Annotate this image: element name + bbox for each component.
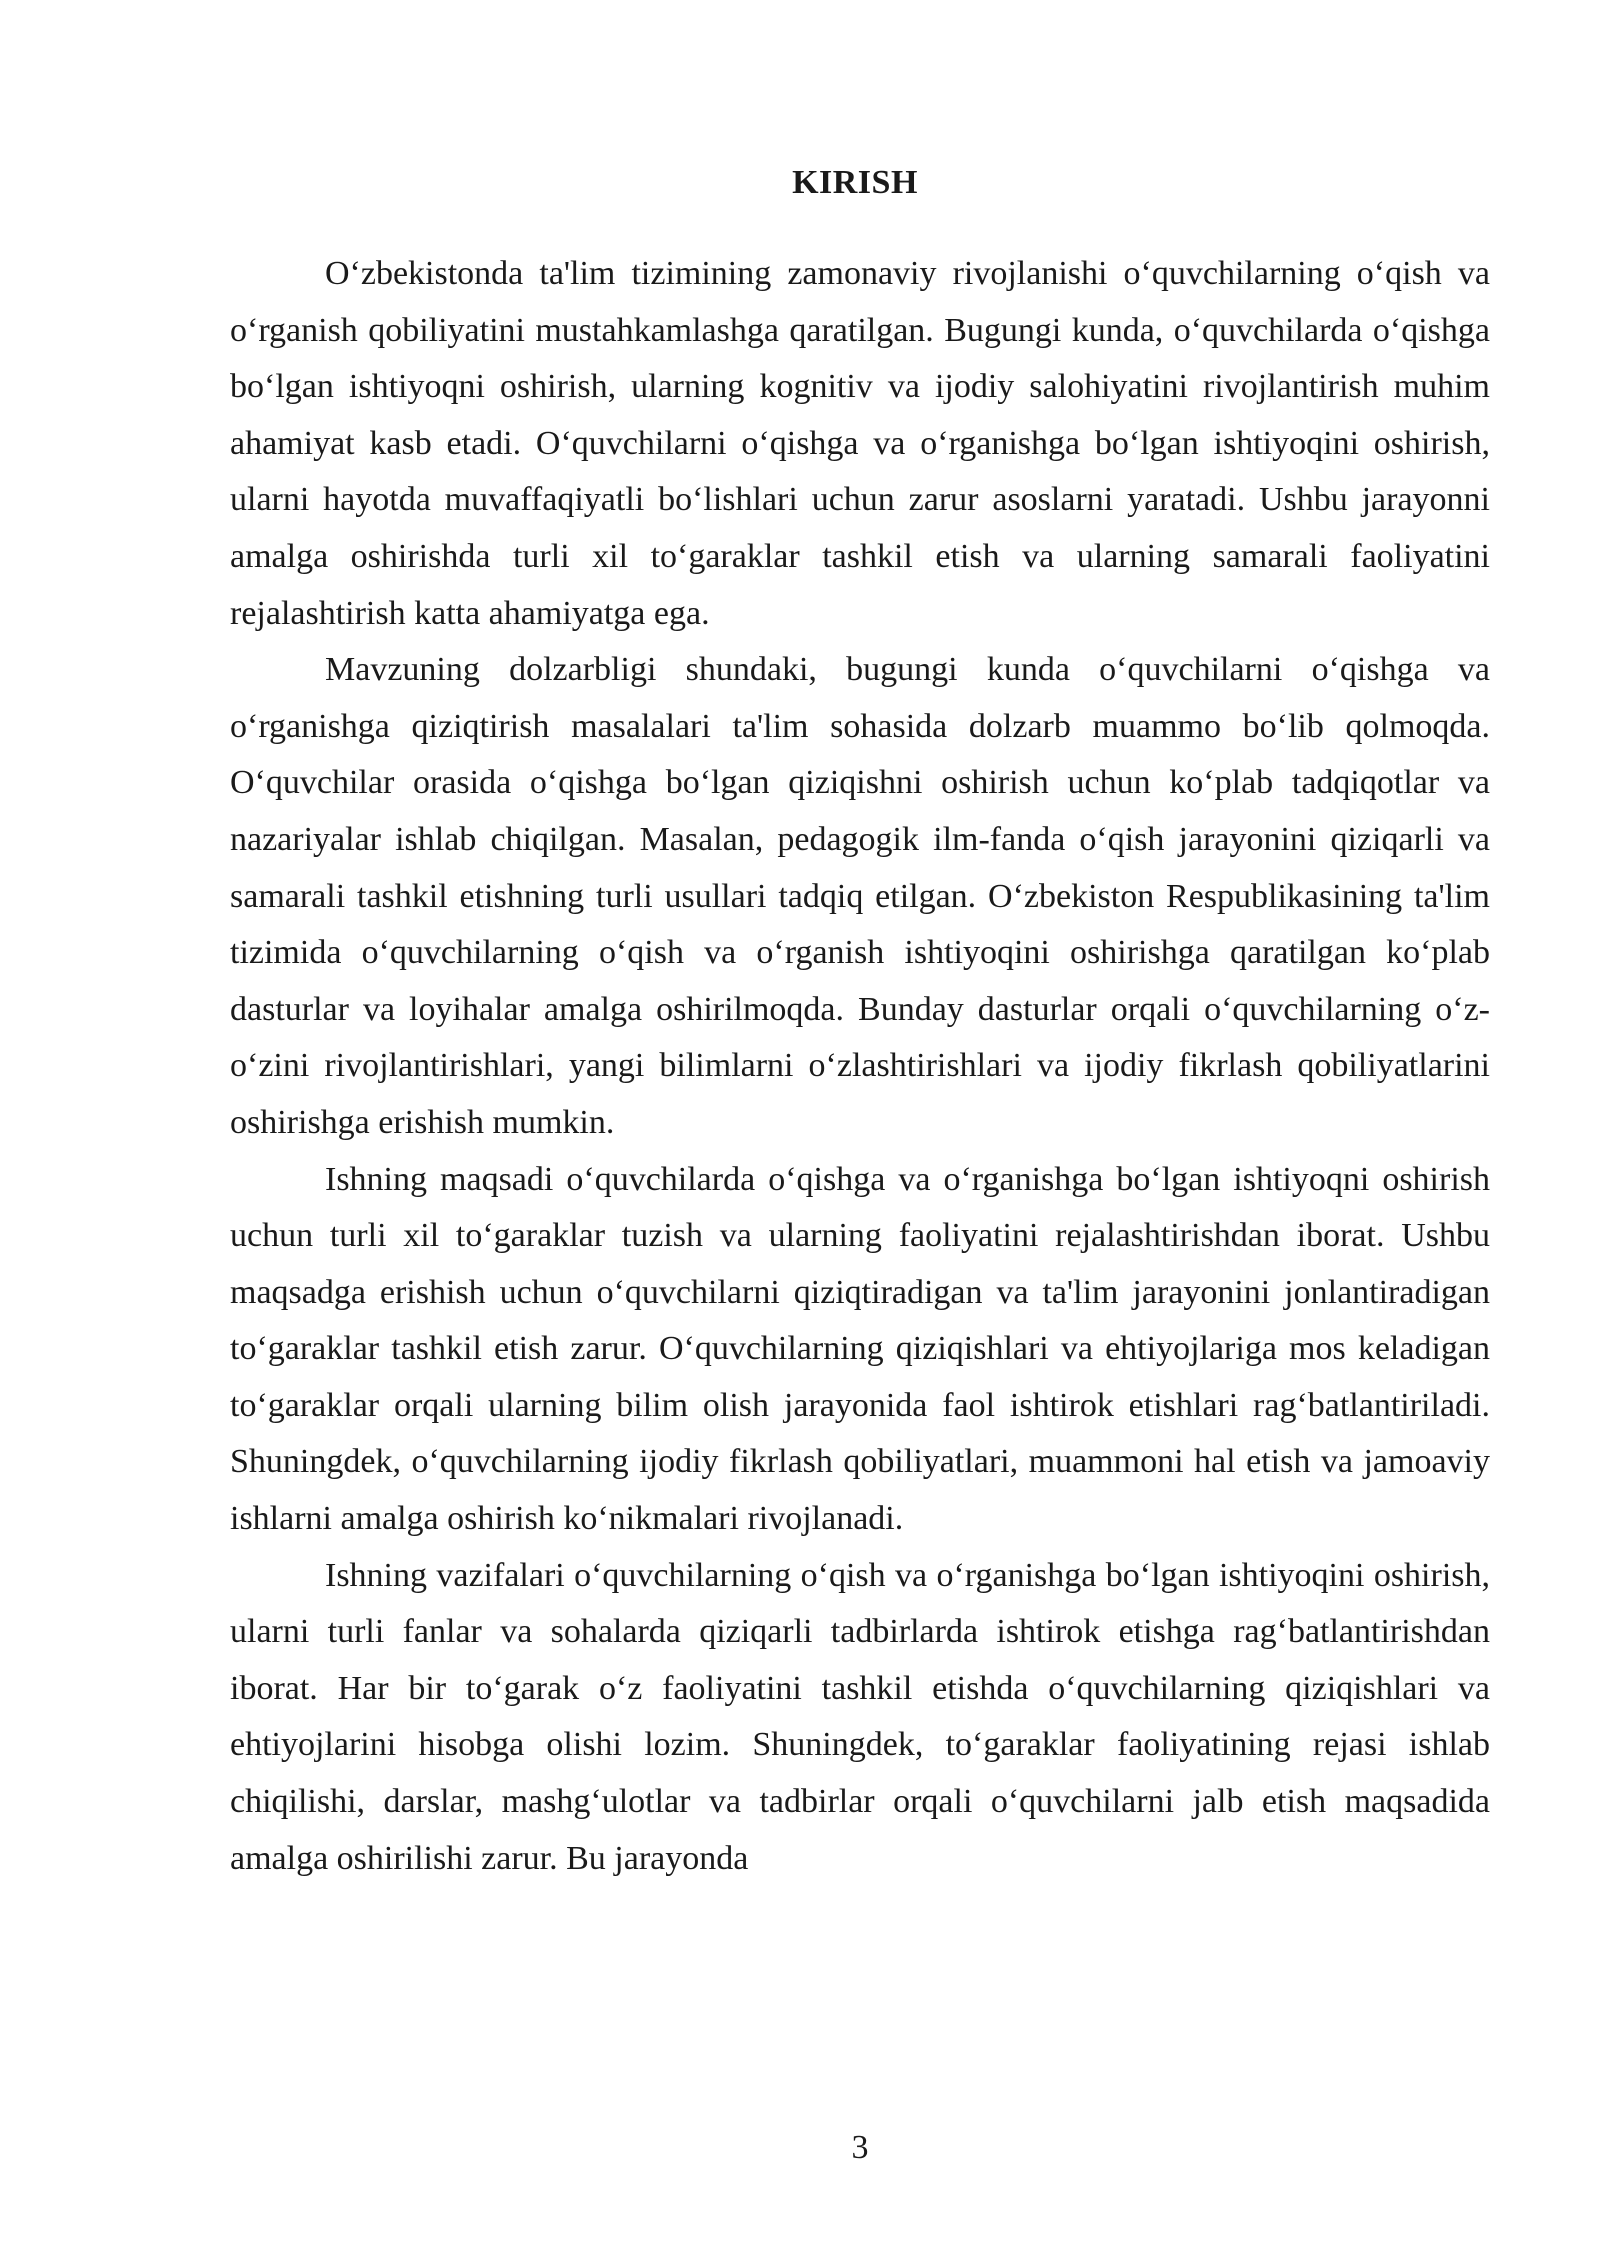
paragraph-relevance: Mavzuning dolzarbligi shundaki, bugungi kunda o‘quvchilarni o‘qishga va o‘rganishga qiziqtirish masalalari ta'lim sohasida dolzarb muammo bo‘lib qolmoqda. O‘quvchilar orasida o‘qishga bo‘lgan qiziqishni oshirish uchun ko‘plab tadqiqotlar va nazariyalar ishlab chiqilgan. Masalan, pedagogik ilm-fanda o‘qish jarayonini qiziqarli va samarali tashkil etishning turli usullari tadqiq etilgan. O‘zbekiston Respublikasining ta'lim tizimida o‘quvchilarning o‘qish va o‘rganish ishtiyoqini oshirishga qaratilgan ko‘plab dasturlar va loyihalar amalga oshirilmoqda. Bunday dasturlar orqali o‘quvchilarning o‘z-o‘zini rivojlantirishlari, yangi bilimlarni o‘zlashtirishlari va ijodiy fikrlash qobiliyatlarini oshirishga erishish mumkin.: [230, 651, 1490, 1141]
paragraph-goal: Ishning maqsadi o‘quvchilarda o‘qishga va o‘rganishga bo‘lgan ishtiyoqni oshirish uchun turli xil to‘garaklar tuzish va ularning faoliyatini rejalashtirishdan iborat. Ushbu maqsadga erishish uchun o‘quvchilarni qiziqtiradigan va ta'lim jarayonini jonlantiradigan to‘garaklar tashkil etish zarur. O‘quvchilarning qiziqishlari va ehtiyojlariga mos keladigan to‘garaklar orqali ularning bilim olish jarayonida faol ishtirok etishlari rag‘batlantiriladi. Shuningdek, o‘quvchilarning ijodiy fikrlash qobiliyatlari, muammoni hal etish va jamoaviy ishlarni amalga oshirish ko‘nikmalari rivojlanadi.: [230, 1160, 1490, 1538]
body-text: [230, 246, 1490, 1887]
paragraph-introduction: O‘zbekistonda ta'lim tizimining zamonaviy rivojlanishi o‘quvchilarning o‘qish va o‘rganish qobiliyatini mustahkamlashga qaratilgan. Bugungi kunda, o‘quvchilarda o‘qishga bo‘lgan ishtiyoqni oshirish, ularning kognitiv va ijodiy salohiyatini rivojlantirish muhim ahamiyat kasb etadi. O‘quvchilarni o‘qishga va o‘rganishga bo‘lgan ishtiyoqini oshirish, ularni hayotda muvaffaqiyatli bo‘lishlari uchun zarur asoslarni yaratadi. Ushbu jarayonni amalga oshirishda turli xil to‘garaklar tashkil etish va ularning samarali faoliyatini rejalashtirish katta ahamiyatga ega.: [230, 255, 1490, 632]
paragraph-tasks: Ishning vazifalari o‘quvchilarning o‘qish va o‘rganishga bo‘lgan ishtiyoqini oshirish, ularni turli fanlar va sohalarda qiziqarli tadbirlarda ishtirok etishga rag‘batlantirishdan iborat. Har bir to‘garak o‘z faoliyatini tashkil etishda o‘quvchilarning qiziqishlari va ehtiyojlarini hisobga olishi lozim. Shuningdek, to‘garaklar faoliyatining rejasi ishlab chiqilishi, darslar, mashg‘ulotlar va tadbirlar orqali o‘quvchilarni jalb etish maqsadida amalga oshirilishi zarur. Bu jarayonda: [230, 1556, 1490, 1877]
section-heading: KIRISH: [792, 164, 918, 201]
page-number: 3: [851, 2129, 869, 2166]
